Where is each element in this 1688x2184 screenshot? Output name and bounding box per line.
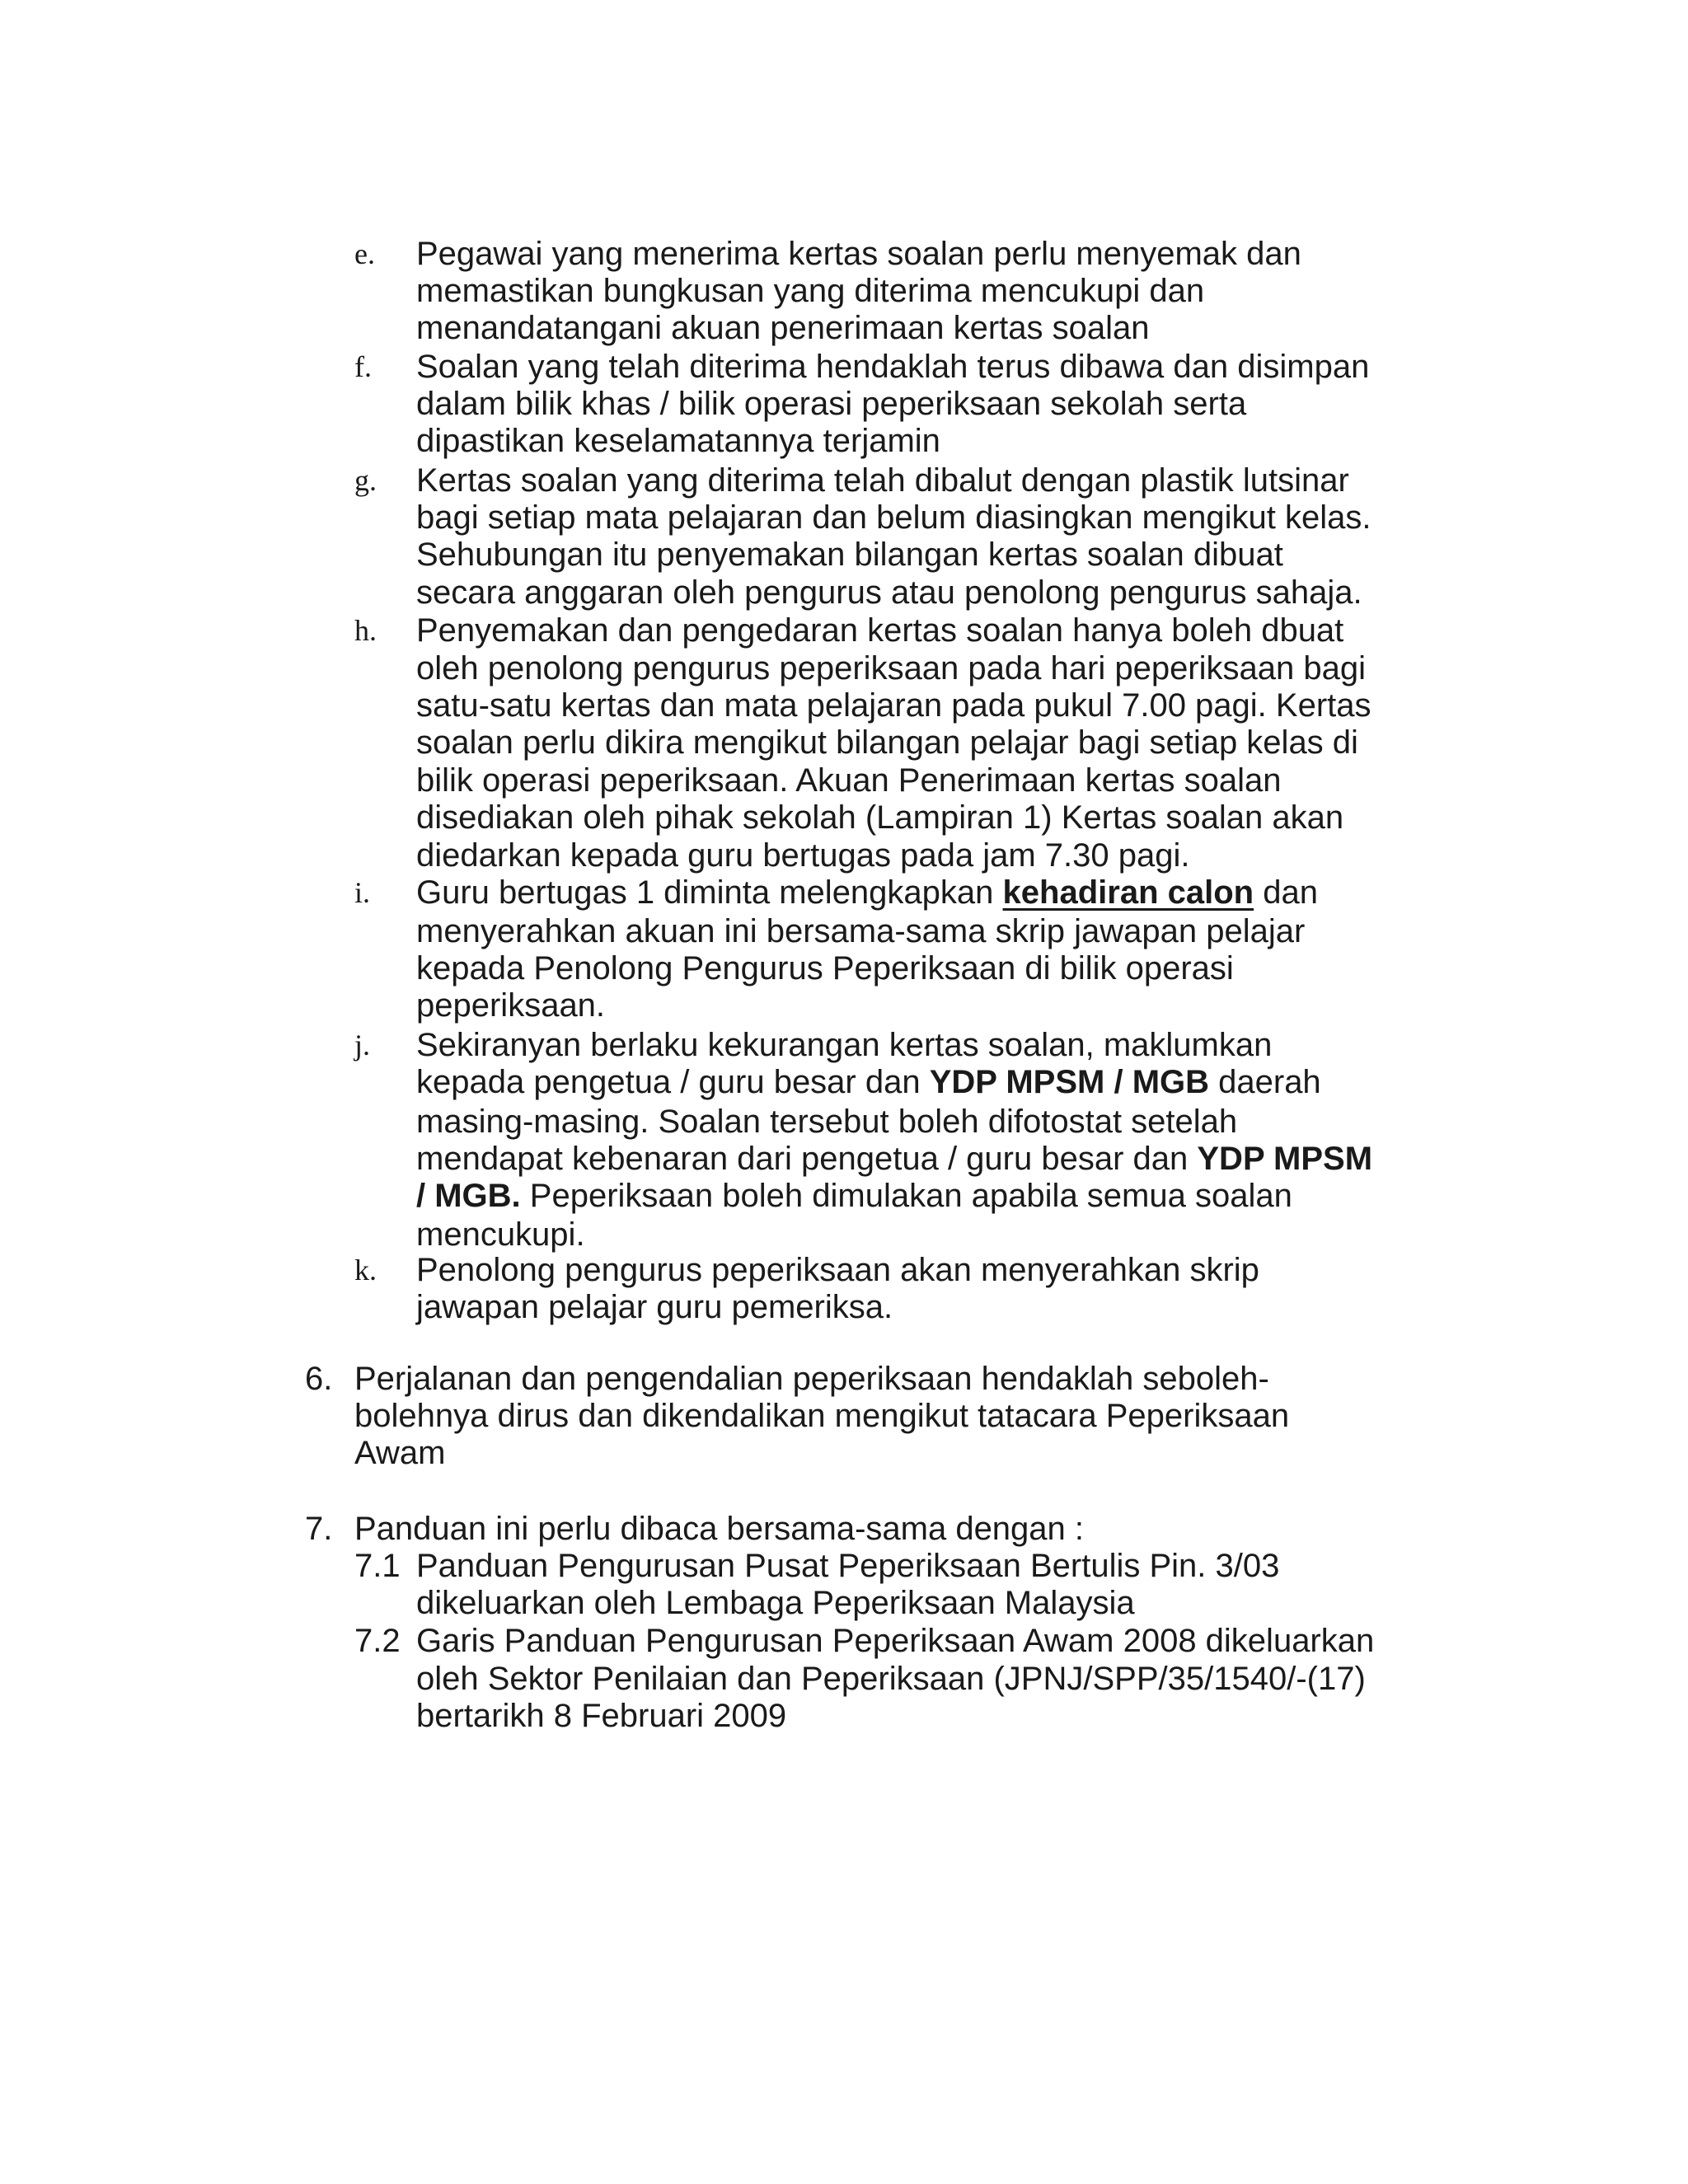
sub-item-marker: j.: [354, 1029, 371, 1062]
sub-item-text-line: [416, 1251, 1259, 1289]
text-segment: satu-satu kertas dan mata pelajaran pada pukul 7.00 pagi. Kertas: [416, 687, 1372, 724]
sub-item-text-line: [416, 687, 1372, 724]
text-segment: dan: [1254, 874, 1318, 911]
sub-item-text-line: [416, 499, 1372, 537]
sub-item-7-marker: 7.2: [354, 1623, 401, 1659]
sub-item-text-line: [416, 1026, 1272, 1064]
sub-item-text-line: [416, 724, 1358, 762]
sub-item-text-line: [416, 574, 1362, 612]
sub-item-7-marker: 7.1: [354, 1548, 401, 1584]
sub-item-7-text-line: [416, 1697, 786, 1735]
sub-item-marker: h.: [354, 614, 377, 647]
text-segment: menyerahkan akuan ini bersama-sama skrip jawapan pelajar: [416, 913, 1306, 949]
text-segment: mencukupi.: [416, 1216, 585, 1253]
sub-item-marker: k.: [354, 1254, 377, 1286]
emphasis-text: YDP MPSM / MGB: [929, 1064, 1210, 1100]
sub-item-text-line: [416, 874, 1318, 912]
sub-item-text-line: [416, 912, 1305, 950]
sub-item-text-line: [416, 536, 1283, 574]
text-segment: oleh Sektor Penilaian dan Peperiksaan (JPNJ/SPP/35/1540/-(17): [416, 1661, 1366, 1697]
sub-item-text-line: [416, 462, 1349, 499]
sub-item-7-text-line: [416, 1660, 1366, 1698]
text-segment: kepada pengetua / guru besar dan: [416, 1064, 930, 1100]
text-segment: bagi setiap mata pelajaran dan belum diasingkan mengikut kelas.: [416, 499, 1372, 536]
sub-item-text-line: [416, 799, 1343, 837]
text-segment: Penolong pengurus peperiksaan akan menyerahkan skrip: [416, 1252, 1259, 1288]
sub-item-text-line: [416, 309, 1150, 347]
sub-item-text-line: [416, 1177, 1292, 1215]
main-item-marker: 7.: [305, 1511, 333, 1547]
sub-item-text-line: [416, 1103, 1237, 1141]
text-segment: Kertas soalan yang diterima telah dibalut dengan plastik lutsinar: [416, 462, 1349, 499]
sub-item-marker: f.: [354, 350, 372, 383]
sub-item-text-line: [416, 235, 1301, 273]
text-segment: Garis Panduan Pengurusan Peperiksaan Awam 2008 dikeluarkan: [416, 1623, 1375, 1659]
text-segment: Penyemakan dan pengedaran kertas soalan hanya boleh dbuat: [416, 612, 1344, 649]
text-segment: Perjalanan dan pengendalian peperiksaan hendaklah seboleh-: [354, 1361, 1269, 1397]
text-segment: oleh penolong pengurus peperiksaan pada hari peperiksaan bagi: [416, 650, 1366, 687]
sub-item-text-line: [416, 987, 605, 1024]
text-segment: daerah: [1209, 1064, 1321, 1100]
main-item-text-line: [354, 1397, 1289, 1435]
text-segment: soalan perlu dikira mengikut bilangan pelajar bagi setiap kelas di: [416, 724, 1358, 761]
text-segment: dalam bilik khas / bilik operasi peperiksaan sekolah serta: [416, 386, 1247, 422]
sub-item-text-line: [416, 837, 1189, 874]
sub-item-text-line: [416, 272, 1204, 310]
sub-item-text-line: [416, 649, 1366, 687]
emphasis-text: YDP MPSM: [1197, 1141, 1373, 1177]
text-segment: dipastikan keselamatannya terjamin: [416, 423, 940, 459]
text-segment: Sehubungan itu penyemakan bilangan kertas soalan dibuat: [416, 537, 1283, 573]
text-segment: masing-masing. Soalan tersebut boleh difotostat setelah: [416, 1104, 1238, 1140]
sub-item-text-line: [416, 612, 1343, 649]
sub-item-text-line: [416, 385, 1246, 423]
sub-item-text-line: [416, 762, 1282, 799]
sub-item-7-text-line: [416, 1622, 1374, 1660]
sub-item-marker: e.: [354, 237, 375, 270]
text-segment: disediakan oleh pihak sekolah (Lampiran 1) Kertas soalan akan: [416, 799, 1344, 836]
sub-item-text-line: [416, 1063, 1321, 1101]
sub-item-text-line: [416, 1288, 893, 1326]
text-segment: mendapat kebenaran dari pengetua / guru besar dan: [416, 1141, 1198, 1177]
text-segment: bertarikh 8 Februari 2009: [416, 1698, 787, 1734]
sub-item-text-line: [416, 422, 940, 460]
text-segment: Panduan Pengurusan Pusat Peperiksaan Bertulis Pin. 3/03: [416, 1548, 1280, 1584]
main-item-marker: 6.: [305, 1361, 333, 1397]
sub-item-text-line: [416, 348, 1369, 386]
sub-item-marker: g.: [354, 464, 377, 497]
text-segment: bolehnya dirus dan dikendalikan mengikut tatacara Peperiksaan: [354, 1398, 1290, 1434]
text-segment: Awam: [354, 1435, 446, 1471]
text-segment: Pegawai yang menerima kertas soalan perlu menyemak dan: [416, 236, 1301, 272]
text-segment: Soalan yang telah diterima hendaklah terus dibawa dan disimpan: [416, 349, 1370, 385]
text-segment: diedarkan kepada guru bertugas pada jam 7.30 pagi.: [416, 837, 1190, 874]
emphasis-text: kehadiran calon: [1002, 874, 1254, 911]
text-segment: secara anggaran oleh pengurus atau penolong pengurus sahaja.: [416, 574, 1362, 611]
text-segment: bilik operasi peperiksaan. Akuan Penerimaan kertas soalan: [416, 762, 1282, 799]
text-segment: dikeluarkan oleh Lembaga Peperiksaan Malaysia: [416, 1585, 1135, 1621]
text-segment: Sekiranyan berlaku kekurangan kertas soalan, maklumkan: [416, 1027, 1273, 1063]
sub-item-text-line: [416, 949, 1234, 987]
main-item-text-line: [354, 1510, 1084, 1548]
text-segment: Peperiksaan boleh dimulakan apabila semua soalan: [520, 1178, 1292, 1214]
text-segment: jawapan pelajar guru pemeriksa.: [416, 1289, 893, 1325]
text-segment: peperiksaan.: [416, 987, 606, 1024]
sub-item-marker: i.: [354, 876, 371, 909]
text-segment: Guru bertugas 1 diminta melengkapkan: [416, 874, 1003, 911]
main-item-text-line: [354, 1360, 1269, 1398]
sub-item-7-text-line: [416, 1584, 1135, 1622]
text-segment: kepada Penolong Pengurus Peperiksaan di bilik operasi: [416, 950, 1234, 987]
sub-item-text-line: [416, 1216, 585, 1254]
sub-item-7-text-line: [416, 1547, 1279, 1585]
main-item-text-line: [354, 1434, 445, 1472]
text-segment: Panduan ini perlu dibaca bersama-sama dengan :: [354, 1511, 1085, 1547]
text-segment: memastikan bungkusan yang diterima mencukupi dan: [416, 273, 1205, 309]
text-segment: menandatangani akuan penerimaan kertas soalan: [416, 310, 1150, 346]
emphasis-text: / MGB.: [416, 1178, 521, 1214]
sub-item-text-line: [416, 1140, 1372, 1178]
